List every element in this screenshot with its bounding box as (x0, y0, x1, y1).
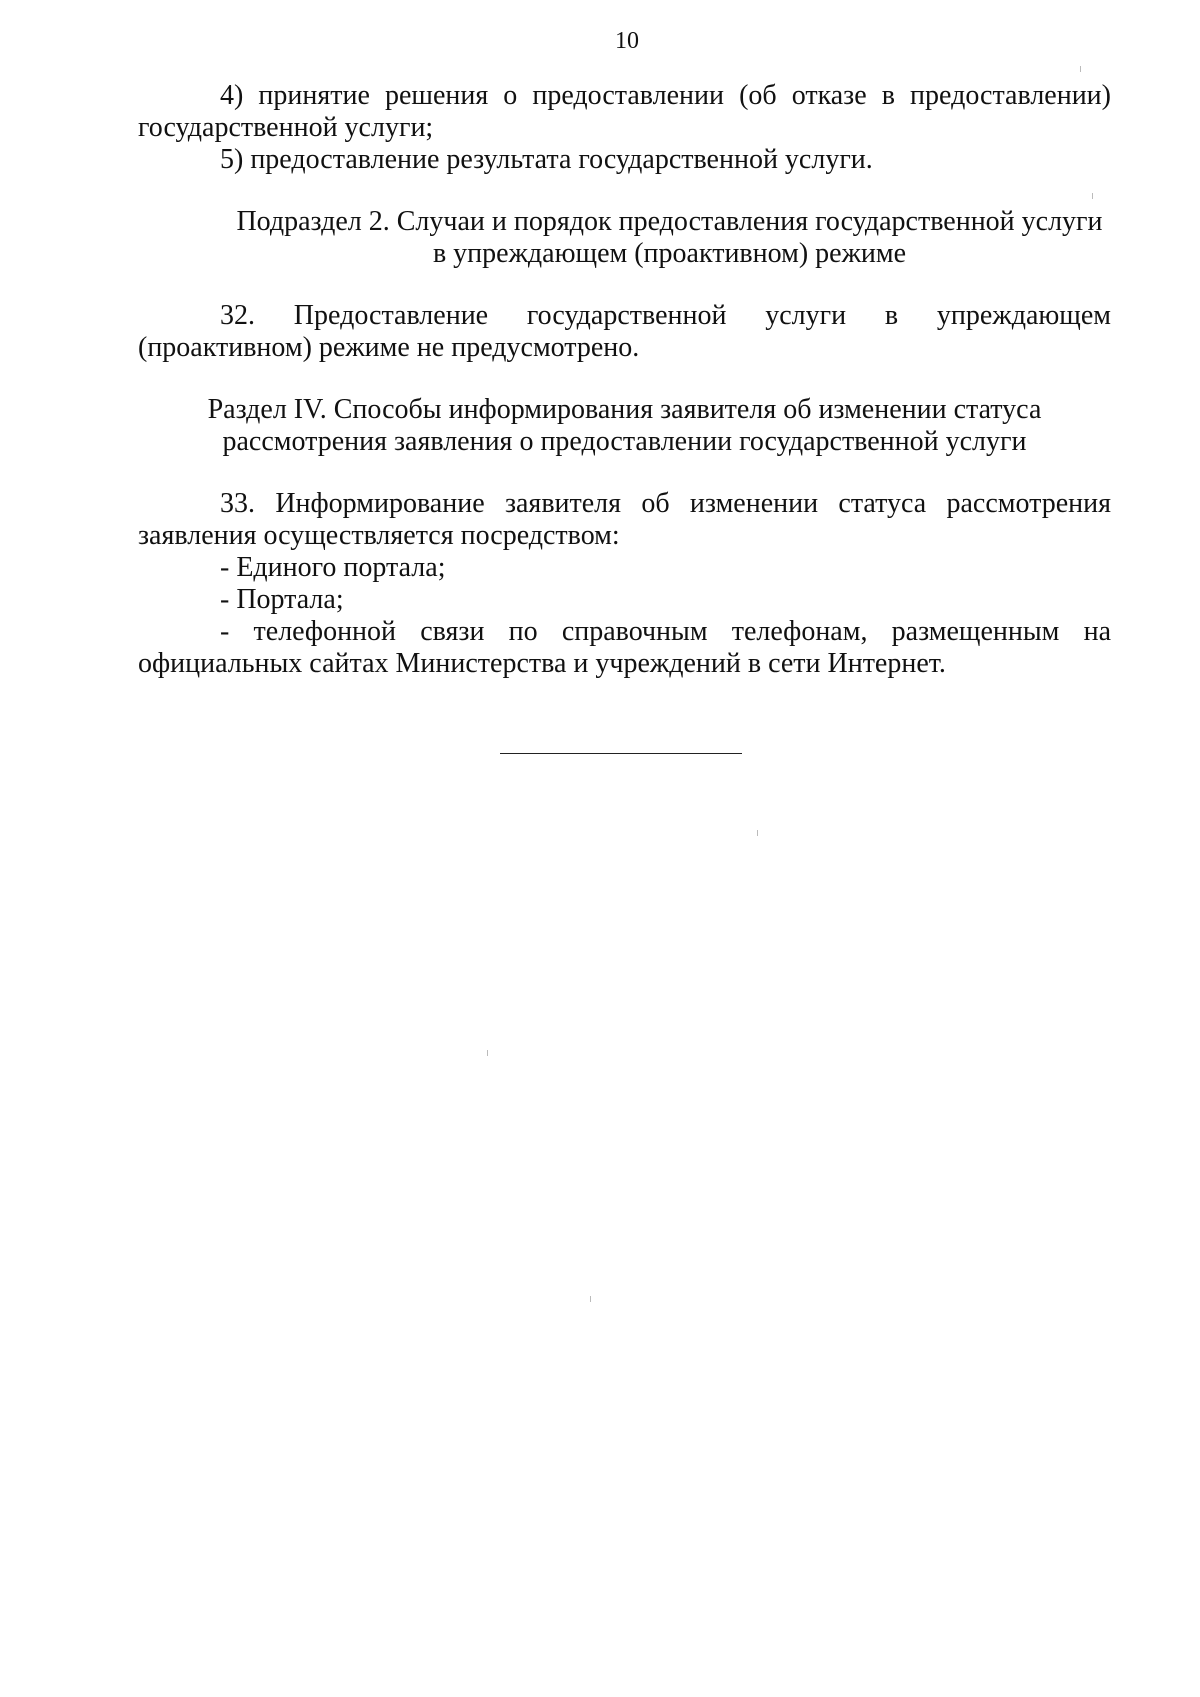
scan-speck (757, 830, 758, 836)
page-number: 10 (615, 28, 639, 54)
section-title-line-1: Раздел IV. Способы информирования заявителя об изменении статуса (207, 394, 1042, 425)
clause-33-intro: 33. Информирование заявителя об изменении статуса рассмотрения заявления осуществляется посредством: (138, 488, 1111, 551)
subsection-title-line-2: в упреждающем (проактивном) режиме (432, 238, 907, 269)
section-title-line-2: рассмотрения заявления о предоставлении государственной услуги (222, 426, 1027, 457)
section-heading (138, 394, 1111, 458)
subsection-heading (138, 206, 1111, 270)
subsection-title-line-1: Подраздел 2. Случаи и порядок предоставления государственной услуги (236, 206, 1103, 237)
clause-32: 32. Предоставление государственной услуги в упреждающем (проактивном) режиме не предусмотрено. (138, 300, 1111, 363)
list-item: - Портала; (220, 584, 344, 615)
scan-speck (1080, 66, 1081, 72)
end-separator-line (500, 753, 742, 754)
list-item-4: 4) принятие решения о предоставлении (об отказе в предоставлении) государственной услуги; (138, 80, 1111, 143)
scan-speck (1092, 193, 1093, 199)
list-item-5: 5) предоставление результата государственной услуги. (220, 144, 873, 175)
list-item: - Единого портала; (220, 552, 446, 583)
scan-speck (487, 1050, 488, 1056)
list-item: - телефонной связи по справочным телефонам, размещенным на официальных сайтах Министерства и учреждений в сети Интернет. (138, 616, 1111, 679)
document-body (138, 80, 1111, 680)
scan-speck (590, 1296, 591, 1302)
